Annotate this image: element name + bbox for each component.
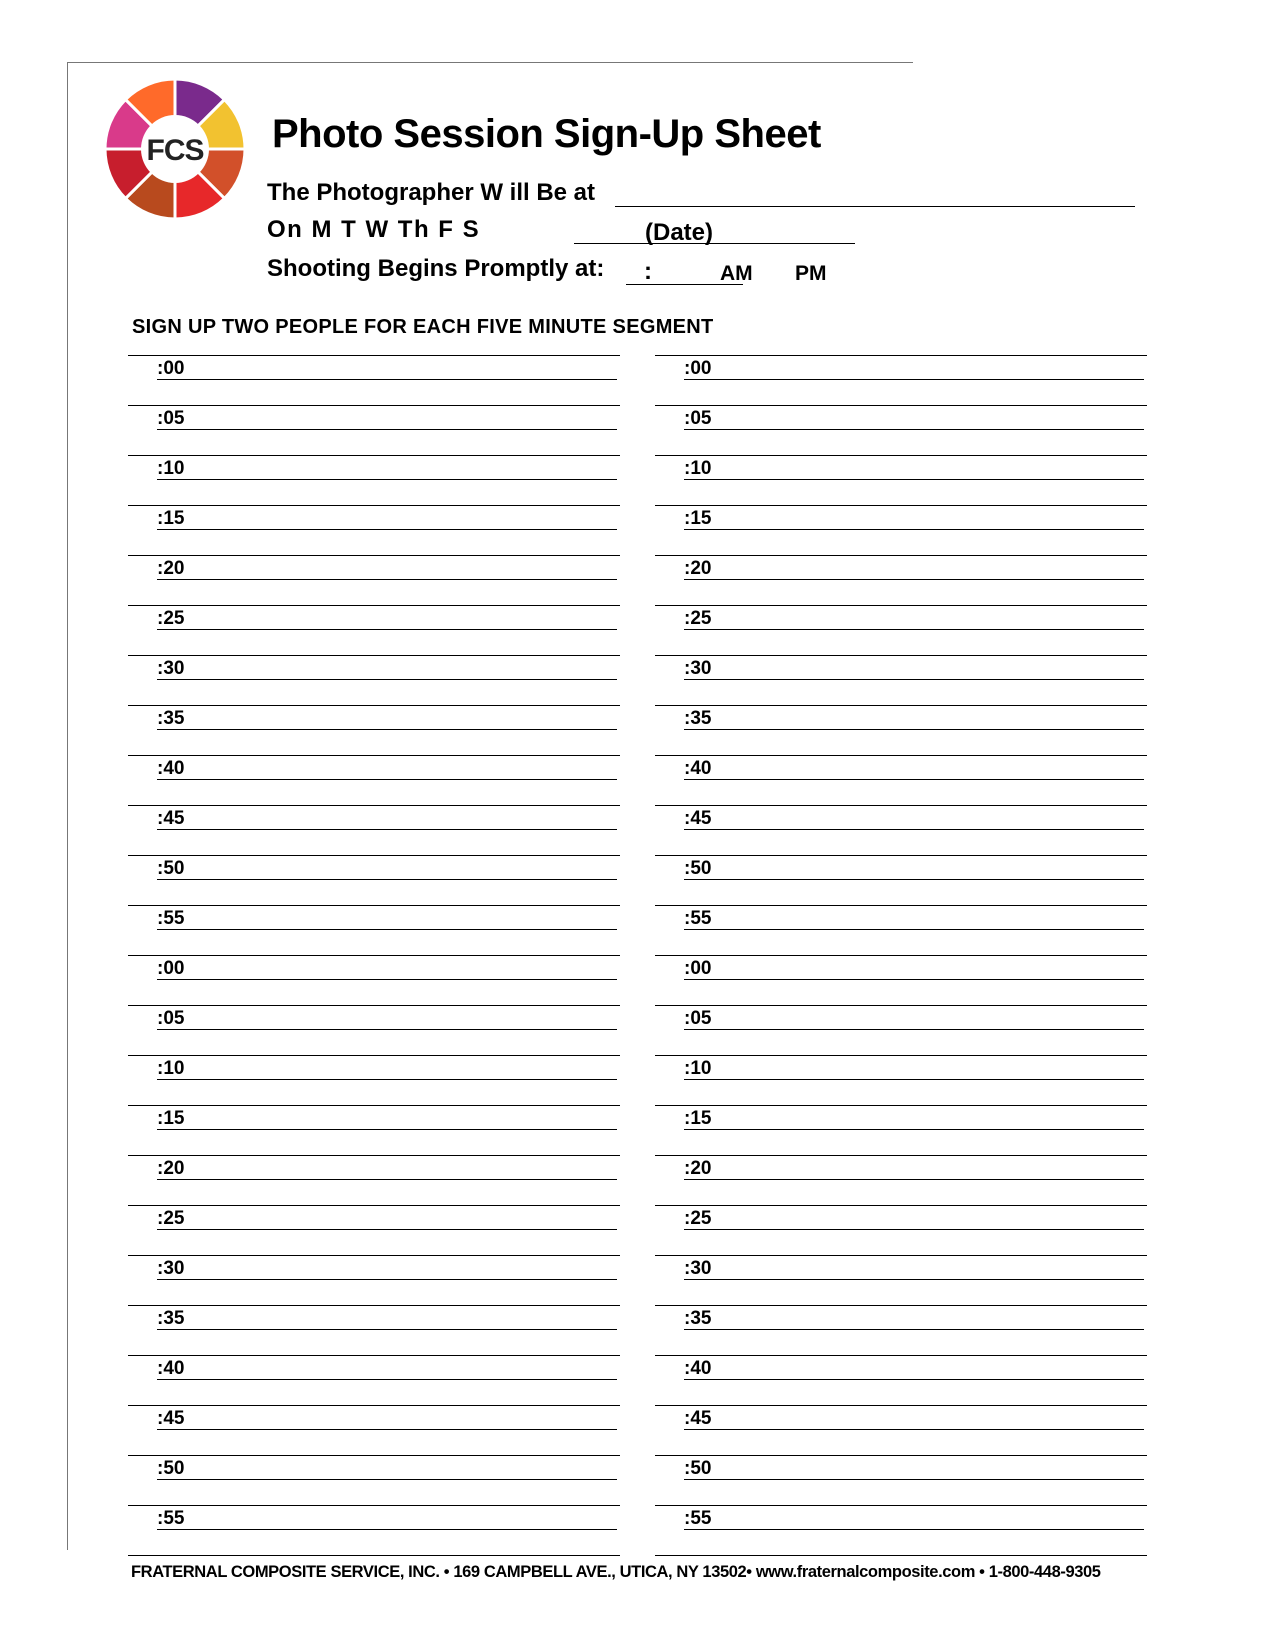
signup-slot — [655, 1305, 1147, 1355]
slot-time-label: :50 — [684, 858, 712, 879]
am-option[interactable]: AM — [720, 262, 753, 285]
signup-line-second-person[interactable] — [684, 1179, 1144, 1180]
slot-time-label: :40 — [684, 758, 712, 779]
signup-line-second-person[interactable] — [684, 379, 1144, 380]
signup-line-second-person[interactable] — [157, 929, 617, 930]
signup-line-first-person[interactable] — [128, 555, 620, 556]
signup-line-second-person[interactable] — [157, 1379, 617, 1380]
slot-time-label: :50 — [157, 858, 185, 879]
signup-line-second-person[interactable] — [684, 979, 1144, 980]
signup-line-second-person[interactable] — [684, 629, 1144, 630]
signup-line-second-person[interactable] — [157, 1479, 617, 1480]
signup-line-first-person[interactable] — [655, 1005, 1147, 1006]
slot-time-label: :35 — [684, 708, 712, 729]
signup-line-first-person[interactable] — [128, 1155, 620, 1156]
slot-time-label: :50 — [684, 1458, 712, 1479]
signup-line-second-person[interactable] — [684, 1129, 1144, 1130]
slot-time-label: :20 — [157, 1158, 185, 1179]
photographer-location-label: The Photographer W ill Be at — [267, 179, 596, 206]
signup-slot — [655, 405, 1147, 455]
signup-line-first-person[interactable] — [655, 1405, 1147, 1406]
signup-slot — [128, 1055, 620, 1105]
signup-slot — [128, 905, 620, 955]
signup-slot — [128, 1105, 620, 1155]
signup-line-second-person[interactable] — [684, 1029, 1144, 1030]
slot-time-label: :30 — [157, 1258, 185, 1279]
slot-time-label: :30 — [684, 658, 712, 679]
slot-time-label: :45 — [157, 808, 185, 829]
signup-line-second-person[interactable] — [157, 1229, 617, 1230]
signup-line-first-person[interactable] — [655, 355, 1147, 356]
right-signup-column — [655, 355, 1147, 1555]
signup-line-second-person[interactable] — [157, 379, 617, 380]
signup-line-first-person[interactable] — [128, 1405, 620, 1406]
signup-line-first-person[interactable] — [655, 855, 1147, 856]
slot-time-label: :45 — [157, 1408, 185, 1429]
slot-time-label: :55 — [684, 1508, 712, 1529]
signup-slot — [128, 355, 620, 405]
signup-line-first-person[interactable] — [655, 1205, 1147, 1206]
signup-line-first-person[interactable] — [655, 1055, 1147, 1056]
signup-slot — [655, 1055, 1147, 1105]
signup-line-second-person[interactable] — [684, 1479, 1144, 1480]
signup-line-second-person[interactable] — [684, 1379, 1144, 1380]
signup-line-first-person[interactable] — [128, 1305, 620, 1306]
logo-text: FCS — [146, 134, 204, 167]
signup-line-second-person[interactable] — [684, 1529, 1144, 1530]
slot-time-label: :45 — [684, 1408, 712, 1429]
signup-slot — [128, 805, 620, 855]
signup-slot — [128, 455, 620, 505]
signup-slot — [655, 905, 1147, 955]
signup-line-second-person[interactable] — [157, 679, 617, 680]
signup-line-second-person[interactable] — [157, 729, 617, 730]
slot-time-label: :40 — [684, 1358, 712, 1379]
signup-slot — [128, 655, 620, 705]
signup-line-first-person[interactable] — [128, 1255, 620, 1256]
signup-line-first-person[interactable] — [128, 655, 620, 656]
slot-time-label: :35 — [157, 708, 185, 729]
slot-time-label: :15 — [157, 1108, 185, 1129]
footer-contact: FRATERNAL COMPOSITE SERVICE, INC. • 169 CAMPBELL AVE., UTICA, NY 13502• www.fraternalcomposite.com • 1-800-448-9305 — [131, 1563, 1101, 1581]
signup-slot — [128, 855, 620, 905]
signup-line-first-person[interactable] — [128, 1355, 620, 1356]
slot-time-label: :45 — [684, 808, 712, 829]
signup-line-second-person[interactable] — [157, 1079, 617, 1080]
signup-line-first-person[interactable] — [128, 855, 620, 856]
signup-slot — [655, 505, 1147, 555]
signup-line-first-person[interactable] — [655, 805, 1147, 806]
slot-time-label: :10 — [684, 1058, 712, 1079]
signup-slot — [655, 955, 1147, 1005]
date-label: (Date) — [645, 219, 714, 246]
signup-slot — [655, 705, 1147, 755]
signup-line-second-person[interactable] — [157, 429, 617, 430]
slot-time-label: :20 — [684, 1158, 712, 1179]
signup-slot — [655, 805, 1147, 855]
slot-time-label: :25 — [684, 1208, 712, 1229]
signup-line-second-person[interactable] — [684, 529, 1144, 530]
right-column-end-line[interactable] — [655, 1555, 1147, 1556]
signup-slot — [655, 855, 1147, 905]
signup-line-second-person[interactable] — [157, 1029, 617, 1030]
signup-slot — [128, 1305, 620, 1355]
slot-time-label: :35 — [157, 1308, 185, 1329]
fcs-logo — [102, 76, 248, 222]
signup-slot — [128, 1505, 620, 1555]
slot-time-label: :10 — [684, 458, 712, 479]
signup-line-second-person[interactable] — [157, 629, 617, 630]
signup-line-second-person[interactable] — [157, 579, 617, 580]
signup-line-second-person[interactable] — [157, 879, 617, 880]
signup-slot — [655, 1455, 1147, 1505]
signup-line-second-person[interactable] — [157, 1129, 617, 1130]
signup-line-second-person[interactable] — [684, 679, 1144, 680]
signup-line-first-person[interactable] — [128, 755, 620, 756]
signup-line-first-person[interactable] — [655, 1255, 1147, 1256]
signup-slot — [128, 705, 620, 755]
signup-slot — [128, 1005, 620, 1055]
slot-time-label: :25 — [684, 608, 712, 629]
pm-option[interactable]: PM — [795, 262, 827, 285]
signup-line-second-person[interactable] — [684, 579, 1144, 580]
signup-slot — [655, 1255, 1147, 1305]
signup-line-first-person[interactable] — [128, 805, 620, 806]
slot-time-label: :00 — [684, 958, 712, 979]
signup-line-second-person[interactable] — [684, 1429, 1144, 1430]
slot-time-label: :05 — [157, 408, 185, 429]
signup-line-first-person[interactable] — [655, 1505, 1147, 1506]
days-of-week-label: On M T W Th F S — [267, 216, 481, 243]
signup-line-first-person[interactable] — [655, 505, 1147, 506]
signup-line-first-person[interactable] — [128, 1505, 620, 1506]
slot-time-label: :30 — [684, 1258, 712, 1279]
signup-slot — [655, 1155, 1147, 1205]
signup-line-second-person[interactable] — [684, 879, 1144, 880]
signup-slot — [128, 555, 620, 605]
signup-line-first-person[interactable] — [128, 1005, 620, 1006]
slot-time-label: :30 — [157, 658, 185, 679]
signup-slot — [128, 1405, 620, 1455]
signup-slot — [655, 1105, 1147, 1155]
slot-time-label: :05 — [684, 408, 712, 429]
slot-time-label: :10 — [157, 1058, 185, 1079]
signup-slot — [128, 1355, 620, 1405]
signup-slot — [655, 1505, 1147, 1555]
signup-line-second-person[interactable] — [684, 729, 1144, 730]
signup-line-first-person[interactable] — [128, 955, 620, 956]
signup-line-first-person[interactable] — [655, 955, 1147, 956]
signup-line-second-person[interactable] — [157, 1279, 617, 1280]
signup-slot — [128, 1455, 620, 1505]
signup-line-first-person[interactable] — [128, 905, 620, 906]
slot-time-label: :05 — [157, 1008, 185, 1029]
signup-slot — [128, 755, 620, 805]
signup-slot — [655, 555, 1147, 605]
signup-line-second-person[interactable] — [157, 1529, 617, 1530]
signup-line-first-person[interactable] — [128, 605, 620, 606]
location-fill-line[interactable] — [615, 206, 1135, 207]
signup-line-second-person[interactable] — [684, 1079, 1144, 1080]
signup-slot — [655, 1405, 1147, 1455]
slot-time-label: :00 — [157, 958, 185, 979]
signup-line-second-person[interactable] — [684, 1329, 1144, 1330]
page-title: Photo Session Sign-Up Sheet — [272, 112, 821, 156]
left-signup-column — [128, 355, 620, 1555]
signup-line-first-person[interactable] — [128, 1105, 620, 1106]
signup-slot — [128, 405, 620, 455]
signup-line-first-person[interactable] — [128, 505, 620, 506]
signup-line-second-person[interactable] — [157, 529, 617, 530]
slot-time-label: :00 — [684, 358, 712, 379]
signup-slot — [128, 955, 620, 1005]
signup-slot — [655, 755, 1147, 805]
signup-line-first-person[interactable] — [655, 1355, 1147, 1356]
slot-time-label: :25 — [157, 1208, 185, 1229]
signup-slot — [655, 355, 1147, 405]
slot-time-label: :05 — [684, 1008, 712, 1029]
page-frame-left — [67, 62, 68, 1550]
signup-line-first-person[interactable] — [655, 555, 1147, 556]
signup-line-first-person[interactable] — [128, 1455, 620, 1456]
signup-line-first-person[interactable] — [128, 705, 620, 706]
signup-slot — [655, 1355, 1147, 1405]
signup-slot — [128, 1155, 620, 1205]
signup-line-first-person[interactable] — [128, 1055, 620, 1056]
signup-line-second-person[interactable] — [157, 479, 617, 480]
signup-line-first-person[interactable] — [655, 1455, 1147, 1456]
signup-line-first-person[interactable] — [655, 1155, 1147, 1156]
signup-line-second-person[interactable] — [157, 1429, 617, 1430]
time-separator: : — [644, 258, 652, 285]
signup-line-second-person[interactable] — [157, 829, 617, 830]
signup-line-first-person[interactable] — [655, 905, 1147, 906]
slot-time-label: :55 — [684, 908, 712, 929]
slot-time-label: :50 — [157, 1458, 185, 1479]
signup-line-second-person[interactable] — [157, 1179, 617, 1180]
signup-slot — [128, 505, 620, 555]
signup-line-second-person[interactable] — [684, 1229, 1144, 1230]
signup-slot — [128, 605, 620, 655]
signup-line-first-person[interactable] — [128, 1205, 620, 1206]
signup-slot — [655, 1205, 1147, 1255]
signup-line-first-person[interactable] — [128, 405, 620, 406]
signup-slot — [128, 1255, 620, 1305]
signup-line-second-person[interactable] — [684, 779, 1144, 780]
signup-line-first-person[interactable] — [655, 1305, 1147, 1306]
slot-time-label: :15 — [684, 1108, 712, 1129]
signup-line-first-person[interactable] — [655, 755, 1147, 756]
slot-time-label: :20 — [157, 558, 185, 579]
signup-line-first-person[interactable] — [655, 455, 1147, 456]
signup-line-first-person[interactable] — [655, 1105, 1147, 1106]
signup-line-first-person[interactable] — [655, 405, 1147, 406]
slot-time-label: :55 — [157, 908, 185, 929]
signup-slot — [655, 1005, 1147, 1055]
signup-line-second-person[interactable] — [684, 829, 1144, 830]
signup-line-second-person[interactable] — [684, 929, 1144, 930]
slot-time-label: :25 — [157, 608, 185, 629]
signup-slot — [655, 605, 1147, 655]
signup-slot — [128, 1205, 620, 1255]
signup-line-first-person[interactable] — [128, 355, 620, 356]
slot-time-label: :20 — [684, 558, 712, 579]
slot-time-label: :00 — [157, 358, 185, 379]
slot-time-label: :40 — [157, 758, 185, 779]
signup-line-second-person[interactable] — [684, 429, 1144, 430]
left-column-end-line[interactable] — [128, 1555, 620, 1556]
signup-line-second-person[interactable] — [684, 1279, 1144, 1280]
signup-line-second-person[interactable] — [157, 779, 617, 780]
date-fill-line[interactable] — [574, 243, 855, 244]
signup-line-first-person[interactable] — [655, 605, 1147, 606]
slot-time-label: :15 — [684, 508, 712, 529]
slot-time-label: :15 — [157, 508, 185, 529]
slot-time-label: :40 — [157, 1358, 185, 1379]
signup-slot — [655, 655, 1147, 705]
shooting-start-label: Shooting Begins Promptly at: — [267, 255, 605, 282]
signup-line-second-person[interactable] — [684, 479, 1144, 480]
signup-line-first-person[interactable] — [655, 705, 1147, 706]
slot-time-label: :55 — [157, 1508, 185, 1529]
page-frame-top — [67, 62, 913, 63]
slot-time-label: :10 — [157, 458, 185, 479]
slot-time-label: :35 — [684, 1308, 712, 1329]
signup-line-second-person[interactable] — [157, 1329, 617, 1330]
signup-line-first-person[interactable] — [128, 455, 620, 456]
signup-slot — [655, 455, 1147, 505]
signup-line-second-person[interactable] — [157, 979, 617, 980]
signup-instruction: SIGN UP TWO PEOPLE FOR EACH FIVE MINUTE SEGMENT — [132, 316, 714, 338]
signup-line-first-person[interactable] — [655, 655, 1147, 656]
